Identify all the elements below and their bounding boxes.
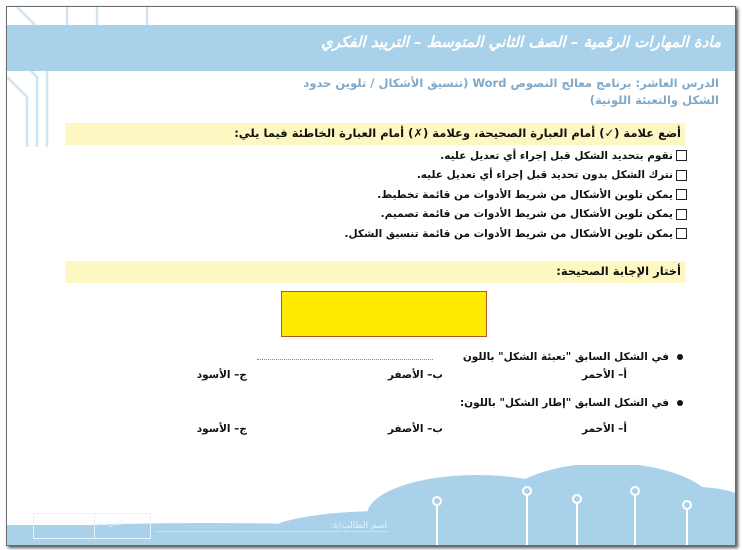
statement-item [345, 205, 688, 225]
statement-list [345, 146, 688, 244]
question-2-prompt: أختار الإجابة الصحيحة: [556, 264, 681, 278]
statement-item [345, 224, 688, 244]
lesson-title [159, 75, 719, 109]
statement-item [345, 185, 688, 205]
statement-text: نقوم بتحديد الشكل قبل إجراء أي تعديل عليه. [440, 149, 673, 162]
worksheet-page [6, 6, 736, 546]
student-name-field[interactable]: اسم الطالب/ة: [157, 521, 387, 532]
item-text: في الشكل السابق "تعبئة الشكل" باللون [462, 351, 669, 363]
statement-item [345, 146, 688, 166]
statement-text: يمكن تلوين الأشكال من شريط الأدوات من قائمة تصميم. [380, 208, 673, 221]
answer-checkbox[interactable] [676, 209, 687, 220]
answer-checkbox[interactable] [676, 150, 687, 161]
question-2-item-1 [463, 351, 683, 363]
option-a[interactable]: أ– الأحمر [581, 423, 627, 435]
question-1-band [65, 123, 685, 145]
question-2-band [65, 261, 685, 283]
answer-checkbox[interactable] [676, 228, 687, 239]
question-2-item-2 [460, 397, 683, 409]
option-a[interactable]: أ– الأحمر [581, 369, 627, 381]
sample-shape [281, 291, 487, 337]
question-1-prompt: أضع علامة (✓) أمام العبارة الصحيحة، وعلامة (✗) أمام العبارة الخاطئة فيما يلي: [234, 126, 681, 140]
answer-line [257, 359, 433, 360]
option-b[interactable]: ب– الأصفر [387, 369, 443, 381]
answer-checkbox[interactable] [676, 170, 687, 181]
bullet-icon [677, 400, 683, 406]
lesson-line-2: الشكل والتعبئة اللونية) [589, 93, 719, 107]
bullet-icon [677, 354, 683, 360]
statement-text: يمكن تلوين الأشكال من شريط الأدوات من قائمة تنسيق الشكل. [344, 227, 673, 240]
statement-text: نترك الشكل بدون تحديد قبل إجراء أي تعديل عليه. [416, 169, 673, 182]
option-c[interactable]: ج– الأسود [196, 423, 247, 435]
statement-item [345, 166, 688, 186]
item-text: في الشكل السابق "إطار الشكل" باللون: [459, 397, 669, 409]
page-title: مادة المهارات الرقمية – الصف الثاني المتوسط – التريبد الفكري [320, 33, 721, 51]
answer-checkbox[interactable] [676, 189, 687, 200]
grade-box[interactable] [33, 513, 151, 539]
grade-label: الدرجة [99, 518, 124, 528]
option-b[interactable]: ب– الأصفر [387, 423, 443, 435]
statement-text: يمكن تلوين الأشكال من شريط الأدوات من قائمة تخطيط. [377, 188, 673, 201]
lesson-line-1: الدرس العاشر: برنامج معالج النصوص Word (تنسيق الأشكال / تلوين حدود [303, 76, 719, 90]
option-c[interactable]: ج– الأسود [196, 369, 247, 381]
grade-field[interactable] [34, 514, 95, 538]
